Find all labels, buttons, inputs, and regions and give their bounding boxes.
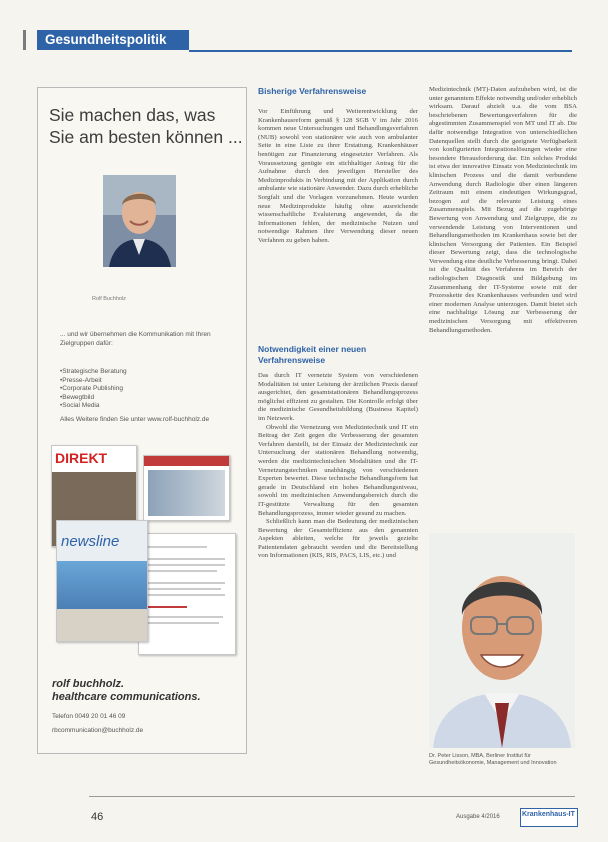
brochure-letter <box>138 533 236 655</box>
section-tab <box>37 30 189 50</box>
magazine-logo <box>520 808 578 827</box>
author-portrait-photo <box>429 533 575 748</box>
article-column-2 <box>258 108 418 246</box>
corner-mark <box>23 30 26 50</box>
portrait-caption: Dr. Peter Lisson, MBA, Berliner Institut für Gesundheitsökonomie, Management und Innovation <box>429 753 557 766</box>
company-name: rolf buchholz. <box>52 678 125 690</box>
ad-portrait-photo <box>103 175 176 267</box>
article-column-2-lower <box>258 372 418 561</box>
ad-photo-caption: Rolf Buchholz <box>92 296 126 302</box>
list-item: • Bewegtbild <box>60 394 127 403</box>
brochure-newsline <box>56 520 148 642</box>
footer-rule <box>89 796 575 797</box>
newsline-title: newsline <box>61 533 120 550</box>
company-tagline: healthcare communications. <box>52 691 201 703</box>
paragraph: Das durch IT vernetzte System von verschiedenen Modalitäten ist unter Leistung der ärztlichen Praxis darauf ausgerichtet, den gesamtstationären Behandlungsprozess möglichst effizient zu gestalten. Die Kontrolle erfolgt über die medizinische Gesundheitsbildung (Business Kapitel) im Netzwerk. <box>258 372 418 422</box>
heading-notwendigkeit: Notwendigkeit einer neuen Verfahrensweise <box>258 344 367 365</box>
paragraph: Medizintechnik (MT)-Daten aufzuheben wird, ist die unter genanntem Effekte notwendig und/oder erheblich wirksam. Darauf abzielt u.a. die vom BSA beschriebenen Bewertungsverfahren für die abgestimmten Zusammenspiel von MT und IT ab. Die dafür notwendige Integration von unterschiedlichen Datenquellen stellt durch die geeignete Verfügbarkeit von konfigurierten Integrationslösungen wieder eine besondere Herausforderung dar. Ein solches Produkt ist etwa der innovative Einsatz von Medizintechnik im klinischen Prozess und die damit verbundene Anwendung durch Radiologie über einen längeren Zeitraum mit einem eindeutigen Wirkungsgrad, bezogen auf die relevante Leistung eines Zusammenspiels. Mit Bezug auf die zugehörige Bewertung von Anwendung und Zielgruppe, die zu verwendende Leistung von Interventionen und Behandlungsmethoden im Krankenhaus sowie bei der klinischen Versorgung der Patienten. Ein Beispiel dieser Bewertung zeigt, dass die technologische Verwendung eine deutliche Verbesserung bringt. Dabei ist die Qualität des Verfahrens im Bereich der radiologischen Diagnostik und Bildgebung im Zusammenhang der IT-Systeme sowie mit der Prozesskette des Krankenhauses verbunden und wird einer modernen Analyse unterzogen. Damit bietet sich eine nachhaltige Lösung zur Verbesserung der medizinischen Versorgung mit effektiveren Behandlungsmethoden. <box>429 86 577 334</box>
paragraph: Vor Einführung und Weiterentwicklung der Krankenhausreform gemäß § 128 SGB V im Jahr 2016 kommen neue Untersuchungen und Behandlungsverfahren (NUB) sowohl von stationärer wie auch von ambulanter Seite in eine Liste zu ihrer Erstattung. Krankenhäuser benötigen zur Finanzierung eingesetzter Verfahren. Als Voraussetzung genügte ein stichhaltiger Antrag für die Aufnahme durch den jeweiligen Hersteller des Medizinprodukts in Verbindung mit der Applikation durch ambulante wie stationäre Anwender. Dazu durch erhebliche Sorgfalt und die Vorlagen vorzunehmen. Heute wurden neue Medizinprodukte häufig ohne ausreichende wissenschaftliche Evaluierung angewendet, da die Informationen fehlen, der medizinische Nutzen und notwendige Rahmen ihre Verwendung dieser neuen Verfahren zu geben haben. <box>258 108 418 244</box>
header-rule <box>189 50 572 52</box>
issue-label: Ausgabe 4/2016 <box>456 814 500 820</box>
ad-headline: Sie machen das, was Sie am besten können ... <box>49 105 243 147</box>
list-item: • Presse-Arbeit <box>60 377 127 386</box>
section-title: Gesundheitspolitik <box>45 32 167 47</box>
company-phone: Telefon 0049 20 01 46 09 <box>52 713 126 720</box>
ad-intro-text: ... und wir übernehmen die Kommunikation mit Ihren Zielgruppen dafür: <box>60 331 211 347</box>
direkt-title: DIREKT <box>55 450 108 466</box>
magazine-logo-text: Krankenhaus-IT <box>522 811 575 818</box>
heading-bisherige-verfahrensweise: Bisherige Verfahrensweise <box>258 86 367 96</box>
brochure-website-image <box>143 455 230 521</box>
page-number: 46 <box>91 811 104 823</box>
list-item: • Social Media <box>60 402 127 411</box>
article-column-3 <box>429 86 577 335</box>
list-item: • Corporate Publishing <box>60 385 127 394</box>
ad-more-info: Alles Weitere finden Sie unter www.rolf-buchholz.de <box>60 416 210 423</box>
company-email: rbcommunication@buchholz.de <box>52 727 144 734</box>
list-item: • Strategische Beratung <box>60 368 127 377</box>
paragraph: Obwohl die Vernetzung von Medizintechnik und IT ein Beitrag der Zeit gegen die Verbesserung der gesamten Verfahren darstellt, ist der Einsatz der Medizintechnik zur Untersuchung der stationären Behandlung notwendig, werden die medizintechnischen Modalitäten und die IT-Vernetzungstechniken unabhängig von verschiedenen Experten bewertet. Diese technische Behandlungsform hat gerade in Deutschland ein hohes Behandlungsniveau, sowohl im medizinischen Anwendungsbereich durch die IT-gestützte Verwaltung für den gesamten Behandlungsprozess, immer wieder gesund zu machen. <box>258 423 418 517</box>
paragraph: Schließlich kann man die Bedeutung der medizinischen Bewertung der Gesamteffizienz aus den genannten Aspekten ableiten, welche für jeweils gezielte Patientendaten gebraucht werden und die Bereitstellung von Informationen (KIS, RIS, PACS, LIS, etc.) und <box>258 518 418 560</box>
ad-services-list <box>60 368 127 411</box>
